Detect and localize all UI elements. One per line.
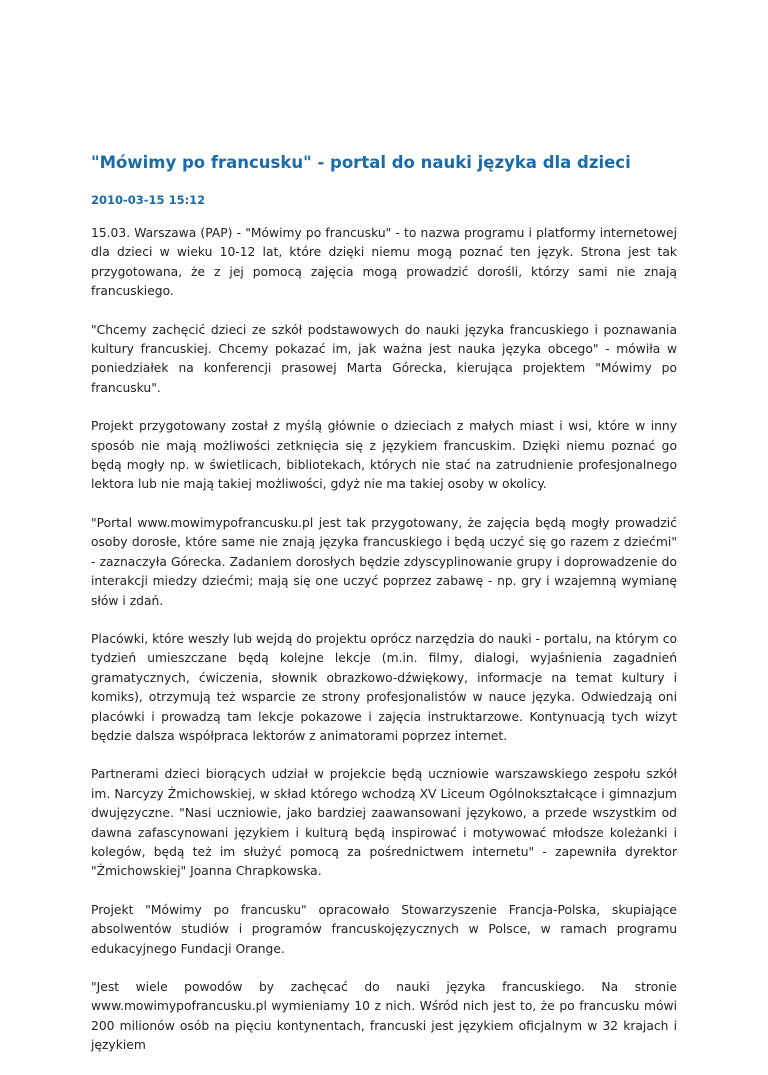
article-paragraph-2: "Chcemy zachęcić dzieci ze szkół podstawowych do nauki języka francuskiego i poznawania kultury francuskiej. Chcemy pokazać im, jak ważna jest nauka języka obcego" - mówiła w poniedziałek na konferencji prasowej Marta Górecka, kierująca projektem "Mówimy po francusku". (91, 322, 677, 395)
article-paragraph-6: Partnerami dzieci biorących udział w projekcie będą uczniowie warszawskiego zespołu szkół im. Narcyzy Żmichowskiej, w skład którego wchodzą XV Liceum Ogólnokształcące i gimnazjum dwujęzyczne. "Nasi uczniowie, jako bardziej zaawansowani językowo, a przede wszystkim od dawna zafascynowani językiem i kulturą będą inspirować i motywować młodsze koleżanki i kolegów, będą też im służyć pomocą za pośrednictwem internetu" - zapewniła dyrektor "Żmichowskiej" Joanna Chrapkowska. (91, 767, 677, 879)
article-paragraph-7: Projekt "Mówimy po francusku" opracowało Stowarzyszenie Francja-Polska, skupiające absolwentów studiów i programów francuskojęzycznych w Polsce, w ramach programu edukacyjnego Fundacji Orange. (91, 902, 677, 956)
article-paragraph-3: Projekt przygotowany został z myślą głównie o dzieciach z małych miast i wsi, które w inny sposób nie mają możliwości zetknięcia się z językiem francuskim. Dzięki niemu poznać go będą mogły np. w świetlicach, bibliotekach, których nie stać na zatrudnienie profesjonalnego lektora lub nie mają takiej możliwości, gdyż nie ma takiej osoby w okolicy. (91, 419, 677, 492)
article (91, 150, 677, 1075)
article-title: "Mówimy po francusku" - portal do nauki języka dla dzieci (91, 153, 631, 172)
article-paragraph-8: "Jest wiele powodów by zachęcać do nauki języka francuskiego. Na stronie www.mowimypofrancusku.pl wymieniamy 10 z nich. Wśród nich jest to, że po francusku mówi 200 milionów osób na pięciu kontynentach, francuski jest językiem oficjalnym w 32 krajach i językiem (91, 980, 677, 1053)
article-paragraph-5: Placówki, które weszły lub wejdą do projektu oprócz narzędzia do nauki - portalu, na którym co tydzień umieszczane będą kolejne lekcje (m.in. filmy, dialogi, wyjaśnienia zagadnień gramatycznych, ćwiczenia, słownik obrazkowo-dźwiękowy, informacje na temat kultury i komiks), otrzymują też wsparcie ze strony profesjonalistów w nauce języka. Odwiedzają oni placówki i prowadzą tam lekcje pokazowe i zajęcia instruktarzowe. Kontynuacją tych wizyt będzie dalsza współpraca lektorów z animatorami poprzez internet. (91, 631, 677, 743)
article-paragraph-4: "Portal www.mowimypofrancusku.pl jest tak przygotowany, że zajęcia będą mogły prowadzić osoby dorosłe, które same nie znają języka francuskiego i będą uczyć się go razem z dziećmi" - zaznaczyła Górecka. Zadaniem dorosłych będzie zdyscyplinowanie grupy i doprowadzenie do interakcji miedzy dziećmi; mają się one uczyć poprzez zabawę - np. gry i wzajemną wymianę słów i zdań. (91, 515, 677, 608)
article-body (91, 224, 677, 1056)
article-paragraph-1: 15.03. Warszawa (PAP) - "Mówimy po francusku" - to nazwa programu i platformy internetowej dla dzieci w wieku 10-12 lat, które dzięki niemu mogą poznać ten język. Strona jest tak przygotowana, że z jej pomocą zajęcia mogą prowadzić dorośli, którzy sami nie znają francuskiego. (91, 226, 677, 299)
article-date: 2010-03-15 15:12 (91, 193, 206, 207)
